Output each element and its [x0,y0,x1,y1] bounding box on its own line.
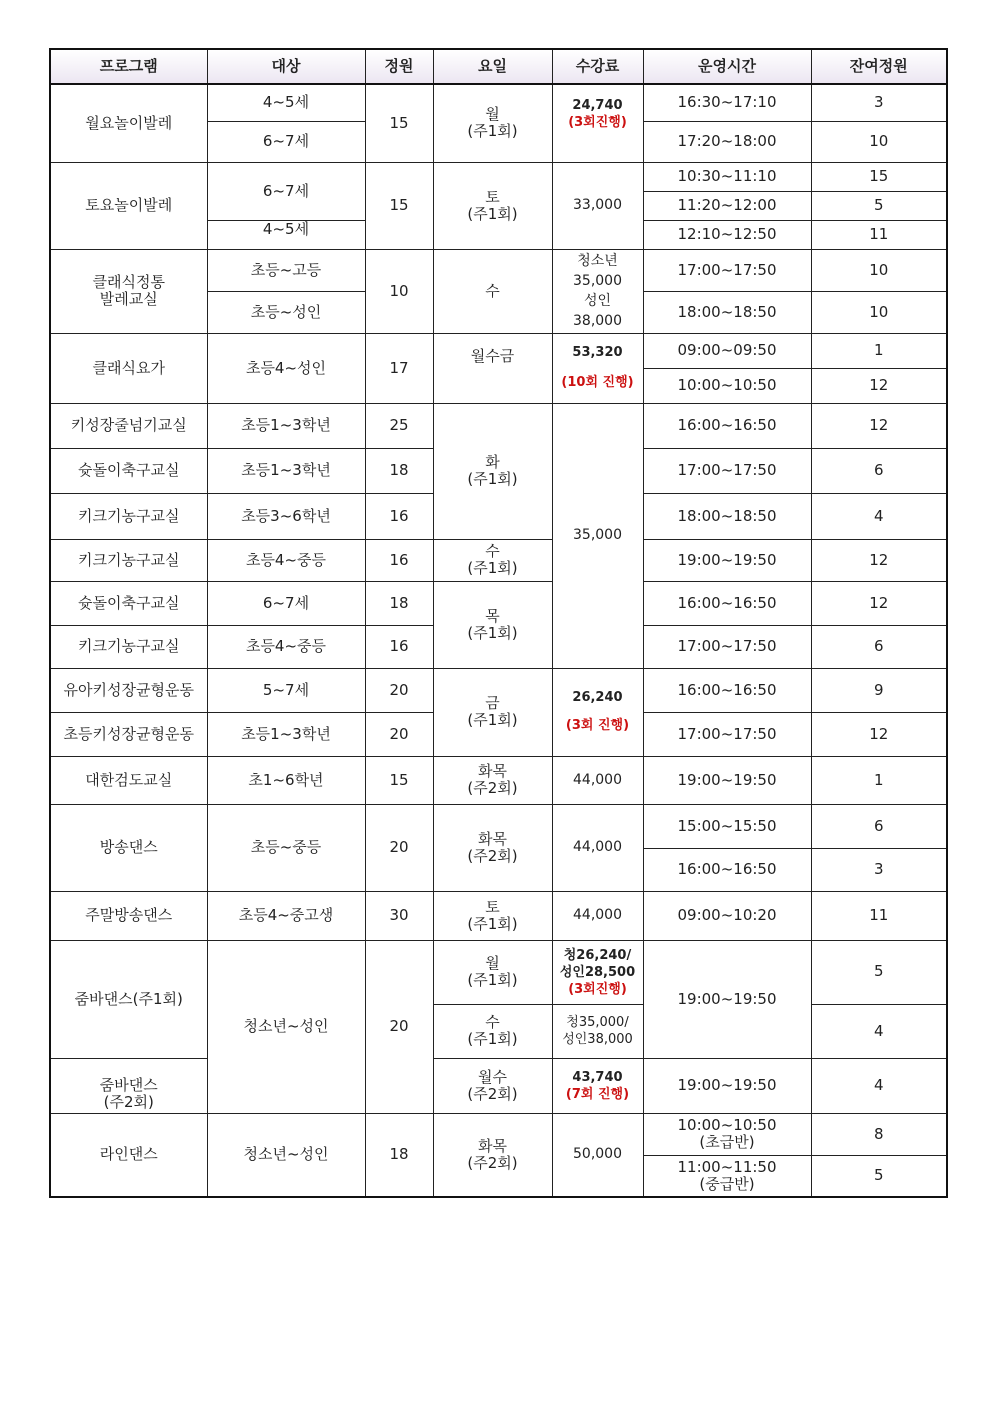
day-cell [433,1004,552,1058]
fee-line: 성인38,000 [562,1032,633,1047]
table-row [50,668,947,712]
capacity-cell: 18 [365,448,433,493]
day-cell [433,668,552,756]
fee-cell [552,333,643,403]
day-frequency: (주1회) [467,914,518,933]
day-frequency: (주2회) [467,1153,518,1172]
remaining-cell: 12 [811,368,947,403]
day-cell [433,84,552,162]
time-cell: 18:00~18:50 [643,291,811,333]
remaining-cell: 5 [811,1155,947,1197]
program-name: 주말방송댄스 [50,891,207,940]
day-cell [433,804,552,891]
fee-note: (7회 진행) [565,1086,630,1102]
program-name: 키크기농구교실 [50,493,207,539]
fee-note: (3회 진행) [565,718,630,733]
program-name-line: 클래식정통 [92,273,165,291]
fee-line: 청26,240/ [563,947,632,963]
time-cell: 16:30~17:10 [643,84,811,121]
day-text: 수 [485,542,500,560]
day-frequency: (주1회) [467,971,518,989]
capacity-cell: 20 [365,668,433,712]
table-row [50,539,947,581]
time-cell: 19:00~19:50 [643,539,811,581]
time-cell: 19:00~19:50 [643,940,811,1058]
program-name-line: 발레교실 [99,290,158,308]
fee-cell: 33,000 [552,162,643,249]
capacity-cell: 16 [365,493,433,539]
time-cell: 16:00~16:50 [643,668,811,712]
day-text: 월 [485,954,500,972]
header-day: 요일 [433,49,552,84]
fee-amount: 24,740 [572,98,623,114]
target-cell: 초등4~성인 [207,333,365,403]
fee-amount: 53,320 [572,345,623,360]
target-cell: 4~5세 [207,84,365,121]
fee-cell [552,1004,643,1058]
remaining-cell: 10 [811,291,947,333]
target-cell: 초등4~중고생 [207,891,365,940]
day-text: 토 [485,187,500,206]
day-cell [433,756,552,804]
target-cell: 초등1~3학년 [207,403,365,448]
program-table [49,48,948,1198]
day-text: 월수 [478,1067,507,1086]
time-cell [643,1113,811,1155]
header-remaining: 잔여정원 [811,49,947,84]
day-text: 화목 [478,762,507,780]
day-frequency: (주1회) [467,204,518,223]
table-row [50,756,947,804]
day-cell [433,940,552,1004]
fee-line: 성인 [583,293,612,309]
target-cell: 5~7세 [207,668,365,712]
time-cell [643,1155,811,1197]
time-text: 11:00~11:50 [677,1157,777,1176]
table-row [50,249,947,291]
fee-cell: 50,000 [552,1113,643,1197]
target-cell: 초등~중등 [207,804,365,891]
remaining-cell: 6 [811,625,947,668]
header-time: 운영시간 [643,49,811,84]
program-name: 줌바댄스(주1회) [50,940,207,1058]
capacity-cell: 20 [365,712,433,756]
day-text: 화목 [478,1136,507,1155]
fee-cell [552,84,643,162]
target-cell: 초등~성인 [207,291,365,333]
program-name-line: 줌바댄스 [99,1075,158,1094]
time-cell: 17:00~17:50 [643,712,811,756]
remaining-cell: 5 [811,191,947,220]
target-cell: 초등1~3학년 [207,448,365,493]
table-row [50,333,947,368]
time-cell: 12:10~12:50 [643,220,811,249]
capacity-cell: 16 [365,539,433,581]
fee-line: 청35,000/ [566,1015,629,1030]
day-cell [433,403,552,539]
target-cell: 6~7세 [207,162,365,220]
program-name: 키크기농구교실 [50,625,207,668]
capacity-cell: 10 [365,249,433,333]
target-cell: 초등3~6학년 [207,493,365,539]
time-cell: 18:00~18:50 [643,493,811,539]
capacity-cell: 15 [365,756,433,804]
target-cell: 초등1~3학년 [207,712,365,756]
fee-line: 38,000 [573,313,622,329]
table-row [50,403,947,448]
day-frequency: (주2회) [467,846,518,865]
header-capacity: 정원 [365,49,433,84]
time-cell: 17:00~17:50 [643,625,811,668]
day-frequency: (주2회) [467,779,518,797]
time-cell: 17:00~17:50 [643,448,811,493]
capacity-cell: 18 [365,1113,433,1197]
time-cell: 16:00~16:50 [643,848,811,891]
day-frequency: (주1회) [467,470,518,488]
program-name: 초등키성장균형운동 [50,712,207,756]
time-cell: 16:00~16:50 [643,581,811,625]
time-cell: 16:00~16:50 [643,403,811,448]
program-name: 슛돌이축구교실 [50,448,207,493]
program-name: 라인댄스 [50,1113,207,1197]
day-text: 토 [485,897,500,916]
capacity-cell: 17 [365,333,433,403]
remaining-cell: 12 [811,581,947,625]
day-text: 수 [485,1013,500,1031]
target-cell: 초등4~중등 [207,625,365,668]
table-row [50,162,947,191]
remaining-cell: 4 [811,1058,947,1113]
capacity-cell: 16 [365,625,433,668]
fee-line: 35,000 [573,273,622,289]
fee-cell [552,249,643,333]
target-cell: 6~7세 [207,581,365,625]
day-frequency: (주1회) [467,623,518,642]
day-cell: 수 [433,249,552,333]
program-name: 월요놀이발레 [50,84,207,162]
remaining-cell: 6 [811,804,947,848]
remaining-cell: 5 [811,940,947,1004]
remaining-cell: 4 [811,493,947,539]
target-cell: 초등4~중등 [207,539,365,581]
fee-cell: 44,000 [552,891,643,940]
day-cell [433,891,552,940]
table-row [50,940,947,1004]
program-schedule [49,48,946,1198]
level-text: (중급반) [699,1174,755,1193]
remaining-cell: 9 [811,668,947,712]
program-name [50,249,207,333]
capacity-cell: 30 [365,891,433,940]
capacity-cell: 15 [365,84,433,162]
program-name: 토요놀이발레 [50,162,207,249]
table-row [50,1113,947,1155]
header-fee: 수강료 [552,49,643,84]
program-name: 키크기농구교실 [50,539,207,581]
time-cell: 17:00~17:50 [643,249,811,291]
remaining-cell: 1 [811,333,947,368]
day-text: 금 [485,694,500,712]
header-target: 대상 [207,49,365,84]
remaining-cell: 12 [811,712,947,756]
fee-amount: 43,740 [572,1069,623,1085]
day-cell [433,1113,552,1197]
target-cell: 초1~6학년 [207,756,365,804]
time-cell: 10:00~10:50 [643,368,811,403]
target-cell: 초등~고등 [207,249,365,291]
fee-line: 청소년 [577,253,618,269]
level-text: (초급반) [699,1133,755,1151]
program-name: 슛돌이축구교실 [50,581,207,625]
program-name: 유아키성장균형운동 [50,668,207,712]
remaining-cell: 11 [811,220,947,249]
table-row [50,1058,947,1113]
capacity-cell: 15 [365,162,433,249]
header-program: 프로그램 [50,49,207,84]
day-text: 월 [485,105,500,124]
remaining-cell: 10 [811,121,947,162]
day-text: 목 [485,606,500,625]
time-cell: 09:00~10:20 [643,891,811,940]
time-text: 10:00~10:50 [677,1116,777,1134]
day-cell: 월수금 [433,333,552,403]
remaining-cell: 1 [811,756,947,804]
fee-cell: 44,000 [552,804,643,891]
program-name: 방송댄스 [50,804,207,891]
time-cell: 10:30~11:10 [643,162,811,191]
fee-cell [552,1058,643,1113]
day-cell [433,162,552,249]
target-cell: 6~7세 [207,121,365,162]
table-row [50,581,947,625]
remaining-cell: 4 [811,1004,947,1058]
remaining-cell: 6 [811,448,947,493]
day-cell [433,1058,552,1113]
capacity-cell: 18 [365,581,433,625]
time-cell: 09:00~09:50 [643,333,811,368]
fee-note: (3회진행) [568,115,627,131]
table-row [50,891,947,940]
remaining-cell: 11 [811,891,947,940]
remaining-cell: 3 [811,84,947,121]
remaining-cell: 12 [811,539,947,581]
fee-amount: 26,240 [572,690,623,705]
time-cell: 11:20~12:00 [643,191,811,220]
day-cell [433,539,552,581]
fee-cell: 44,000 [552,756,643,804]
capacity-cell: 20 [365,940,433,1113]
time-cell: 19:00~19:50 [643,756,811,804]
remaining-cell: 8 [811,1113,947,1155]
fee-cell [552,668,643,756]
day-frequency: (주1회) [467,1030,518,1048]
time-cell: 17:20~18:00 [643,121,811,162]
program-name-line: (주2회) [103,1092,154,1111]
remaining-cell: 3 [811,848,947,891]
fee-note: (3회진행) [568,981,627,997]
target-cell: 청소년~성인 [207,940,365,1113]
target-cell: 청소년~성인 [207,1113,365,1197]
fee-line: 성인28,500 [559,964,636,980]
program-name [50,1058,207,1113]
capacity-cell: 20 [365,804,433,891]
remaining-cell: 10 [811,249,947,291]
day-frequency: (주1회) [467,559,518,577]
day-text: 화 [485,453,500,471]
day-text: 화목 [478,829,507,848]
day-frequency: (주1회) [467,122,518,141]
program-name: 클래식요가 [50,333,207,403]
day-frequency: (주1회) [467,711,518,729]
table-row [50,804,947,848]
target-cell: 4~5세 [207,220,365,249]
capacity-cell: 25 [365,403,433,448]
fee-note: (10회 진행) [561,375,634,390]
program-name: 대한검도교실 [50,756,207,804]
fee-cell [552,940,643,1004]
time-cell: 15:00~15:50 [643,804,811,848]
day-frequency: (주2회) [467,1084,518,1103]
remaining-cell: 12 [811,403,947,448]
header-row [50,49,947,84]
time-cell: 19:00~19:50 [643,1058,811,1113]
remaining-cell: 15 [811,162,947,191]
day-cell [433,581,552,668]
program-name: 키성장줄넘기교실 [50,403,207,448]
table-row [50,84,947,121]
fee-cell: 35,000 [552,403,643,668]
